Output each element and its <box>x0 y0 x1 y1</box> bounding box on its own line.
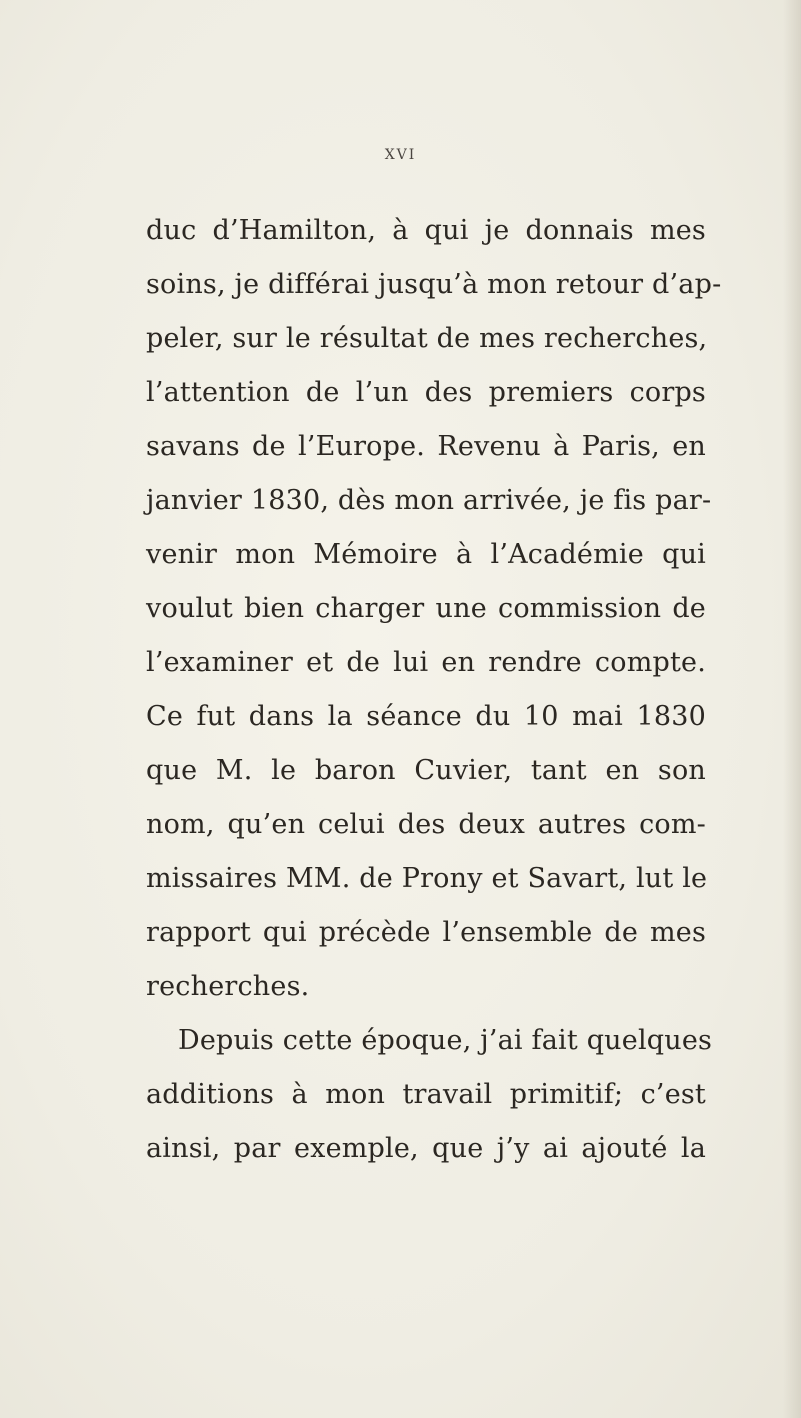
text-line: additions à mon travail primitif; c’est <box>146 1079 706 1110</box>
text-line: ainsi, par exemple, que j’y ai ajouté la <box>146 1133 706 1164</box>
page-edge-shadow <box>783 0 801 1418</box>
text-line: Ce fut dans la séance du 10 mai 1830 <box>146 701 706 732</box>
text-line: voulut bien charger une commission de <box>146 593 706 624</box>
text-line: venir mon Mémoire à l’Académie qui <box>146 539 706 570</box>
page-number: XVI <box>384 147 417 163</box>
text-line: duc d’Hamilton, à qui je donnais mes <box>146 215 706 246</box>
text-line: rapport qui précède l’ensemble de mes <box>146 917 706 948</box>
text-line: Depuis cette époque, j’ai fait quelques <box>178 1025 713 1056</box>
body-text <box>146 204 722 1176</box>
text-line: l’examiner et de lui en rendre compte. <box>146 647 706 678</box>
text-line: nom, qu’en celui des deux autres com- <box>146 809 706 840</box>
text-line: peler, sur le résultat de mes recherches, <box>146 323 708 354</box>
text-line: l’attention de l’un des premiers corps <box>146 377 706 408</box>
text-line: que M. le baron Cuvier, tant en son <box>146 755 706 786</box>
text-line: missaires MM. de Prony et Savart, lut le <box>146 863 708 894</box>
text-line: savans de l’Europe. Revenu à Paris, en <box>146 431 706 462</box>
text-line: soins, je différai jusqu’à mon retour d’ap- <box>146 269 722 300</box>
text-line: recherches. <box>146 971 310 1002</box>
text-line: janvier 1830, dès mon arrivée, je fis par- <box>146 485 712 516</box>
